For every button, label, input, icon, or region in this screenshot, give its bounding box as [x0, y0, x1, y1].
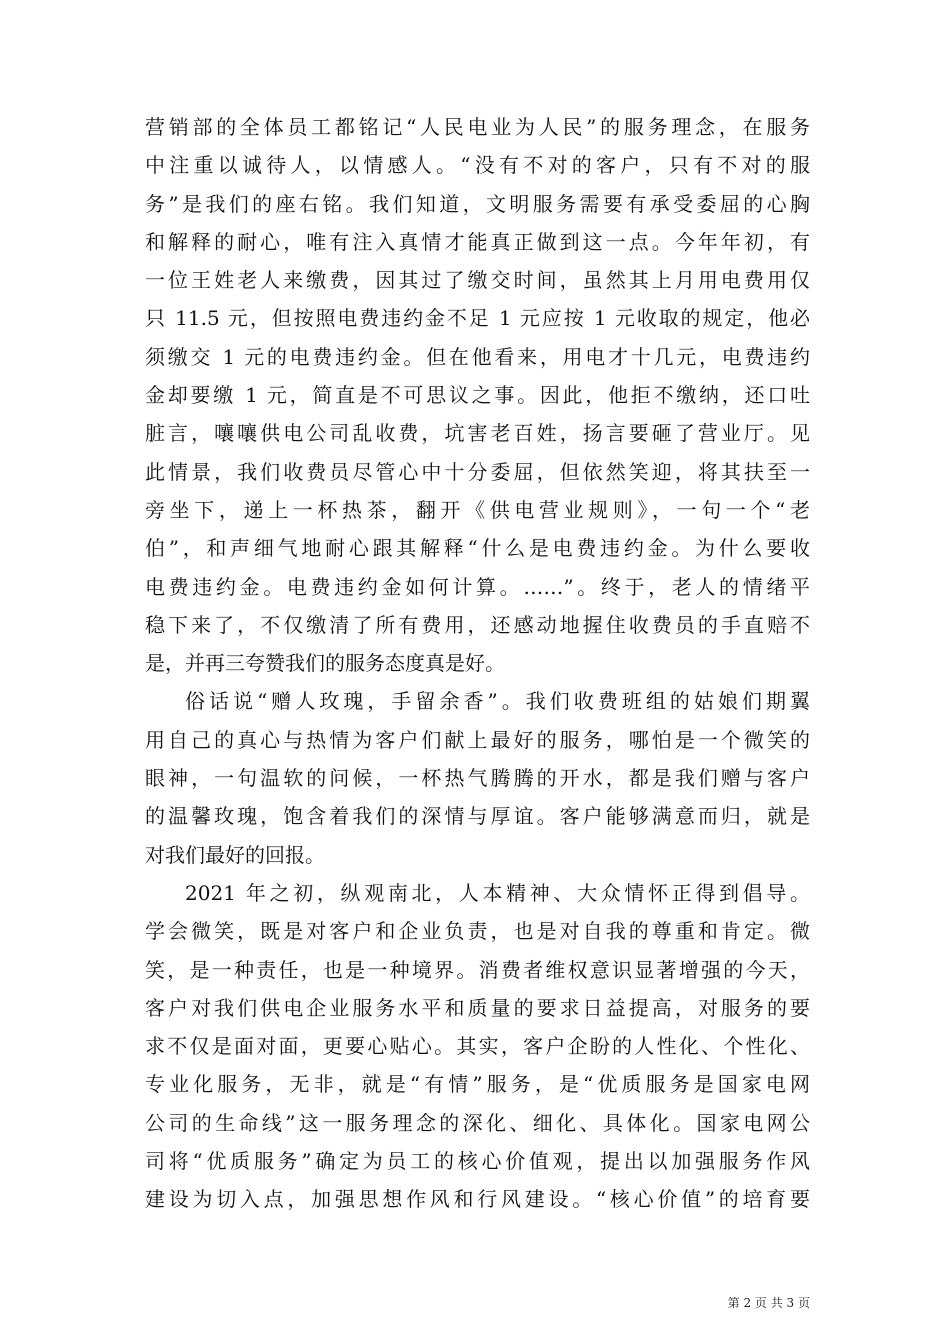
text-line: 客户对我们供电企业服务水平和质量的要求日益提高，对服务的要: [145, 995, 810, 1020]
text-line: 笑，是一种责任，也是一种境界。消费者维权意识显著增强的今天，: [145, 957, 810, 982]
text-line: 学会微笑，既是对客户和企业负责，也是对自我的尊重和肯定。微: [145, 919, 810, 944]
text-line: 稳下来了，不仅缴清了所有费用，还感动地握住收费员的手直赔不: [145, 612, 810, 637]
text-line: 一位王姓老人来缴费，因其过了缴交时间，虽然其上月用电费用仅: [145, 268, 810, 293]
text-line: 金却要缴 1 元，简直是不可思议之事。因此，他拒不缴纳，还口吐: [145, 383, 810, 408]
text-line: 务”是我们的座右铭。我们知道，文明服务需要有承受委屈的心胸: [145, 191, 810, 216]
text-line: 用自己的真心与热情为客户们献上最好的服务，哪怕是一个微笑的: [145, 727, 810, 752]
text-line: 中注重以诚待人，以情感人。“没有不对的客户，只有不对的服: [145, 153, 810, 178]
text-line: 建设为切入点，加强思想作风和行风建设。“核心价值”的培育要: [145, 1187, 810, 1212]
text-line: 是，并再三夸赞我们的服务态度真是好。: [145, 651, 505, 676]
page-number: 第 2 页 共 3 页: [727, 1296, 810, 1310]
text-line: 营销部的全体员工都铭记“人民电业为人民”的服务理念，在服务: [145, 115, 810, 139]
paragraph-first-line: 俗话说“赠人玫瑰，手留余香”。我们收费班组的姑娘们期翼: [185, 689, 810, 714]
text-line: 眼神，一句温软的问候，一杯热气腾腾的开水，都是我们赠与客户: [145, 766, 810, 791]
paragraph-first-line: 2021 年之初，纵观南北，人本精神、大众情怀正得到倡导。: [185, 880, 810, 905]
text-line: 只 11.5 元，但按照电费违约金不足 1 元应按 1 元收取的规定，他必: [145, 306, 810, 331]
text-line: 司将“优质服务”确定为员工的核心价值观，提出以加强服务作风: [145, 1149, 810, 1174]
text-line: 专业化服务，无非，就是“有情”服务，是“优质服务是国家电网: [145, 1072, 810, 1097]
text-line: 此情景，我们收费员尽管心中十分委屈，但依然笑迎，将其扶至一: [145, 459, 810, 484]
text-line: 须缴交 1 元的电费违约金。但在他看来，用电才十几元，电费违约: [145, 344, 810, 369]
text-line: 脏言，嚷嚷供电公司乱收费，坑害老百姓，扬言要砸了营业厅。见: [145, 421, 810, 446]
text-line: 旁坐下，递上一杯热茶，翻开《供电营业规则》，一句一个“老: [145, 497, 810, 522]
text-line: 的温馨玫瑰，饱含着我们的深情与厚谊。客户能够满意而归，就是: [145, 804, 810, 829]
text-line: 对我们最好的回报。: [145, 842, 325, 867]
text-line: 伯”，和声细气地耐心跟其解释“什么是电费违约金。为什么要收: [145, 536, 810, 561]
body-text: [145, 108, 810, 1219]
text-line: 电费违约金。电费违约金如何计算。……”。终于，老人的情绪平: [145, 574, 810, 599]
text-line: 公司的生命线”这一服务理念的深化、细化、具体化。国家电网公: [145, 1110, 810, 1135]
text-line: 和解释的耐心，唯有注入真情才能真正做到这一点。今年年初，有: [145, 229, 810, 254]
text-line: 求不仅是面对面，更要心贴心。其实，客户企盼的人性化、个性化、: [145, 1034, 810, 1059]
